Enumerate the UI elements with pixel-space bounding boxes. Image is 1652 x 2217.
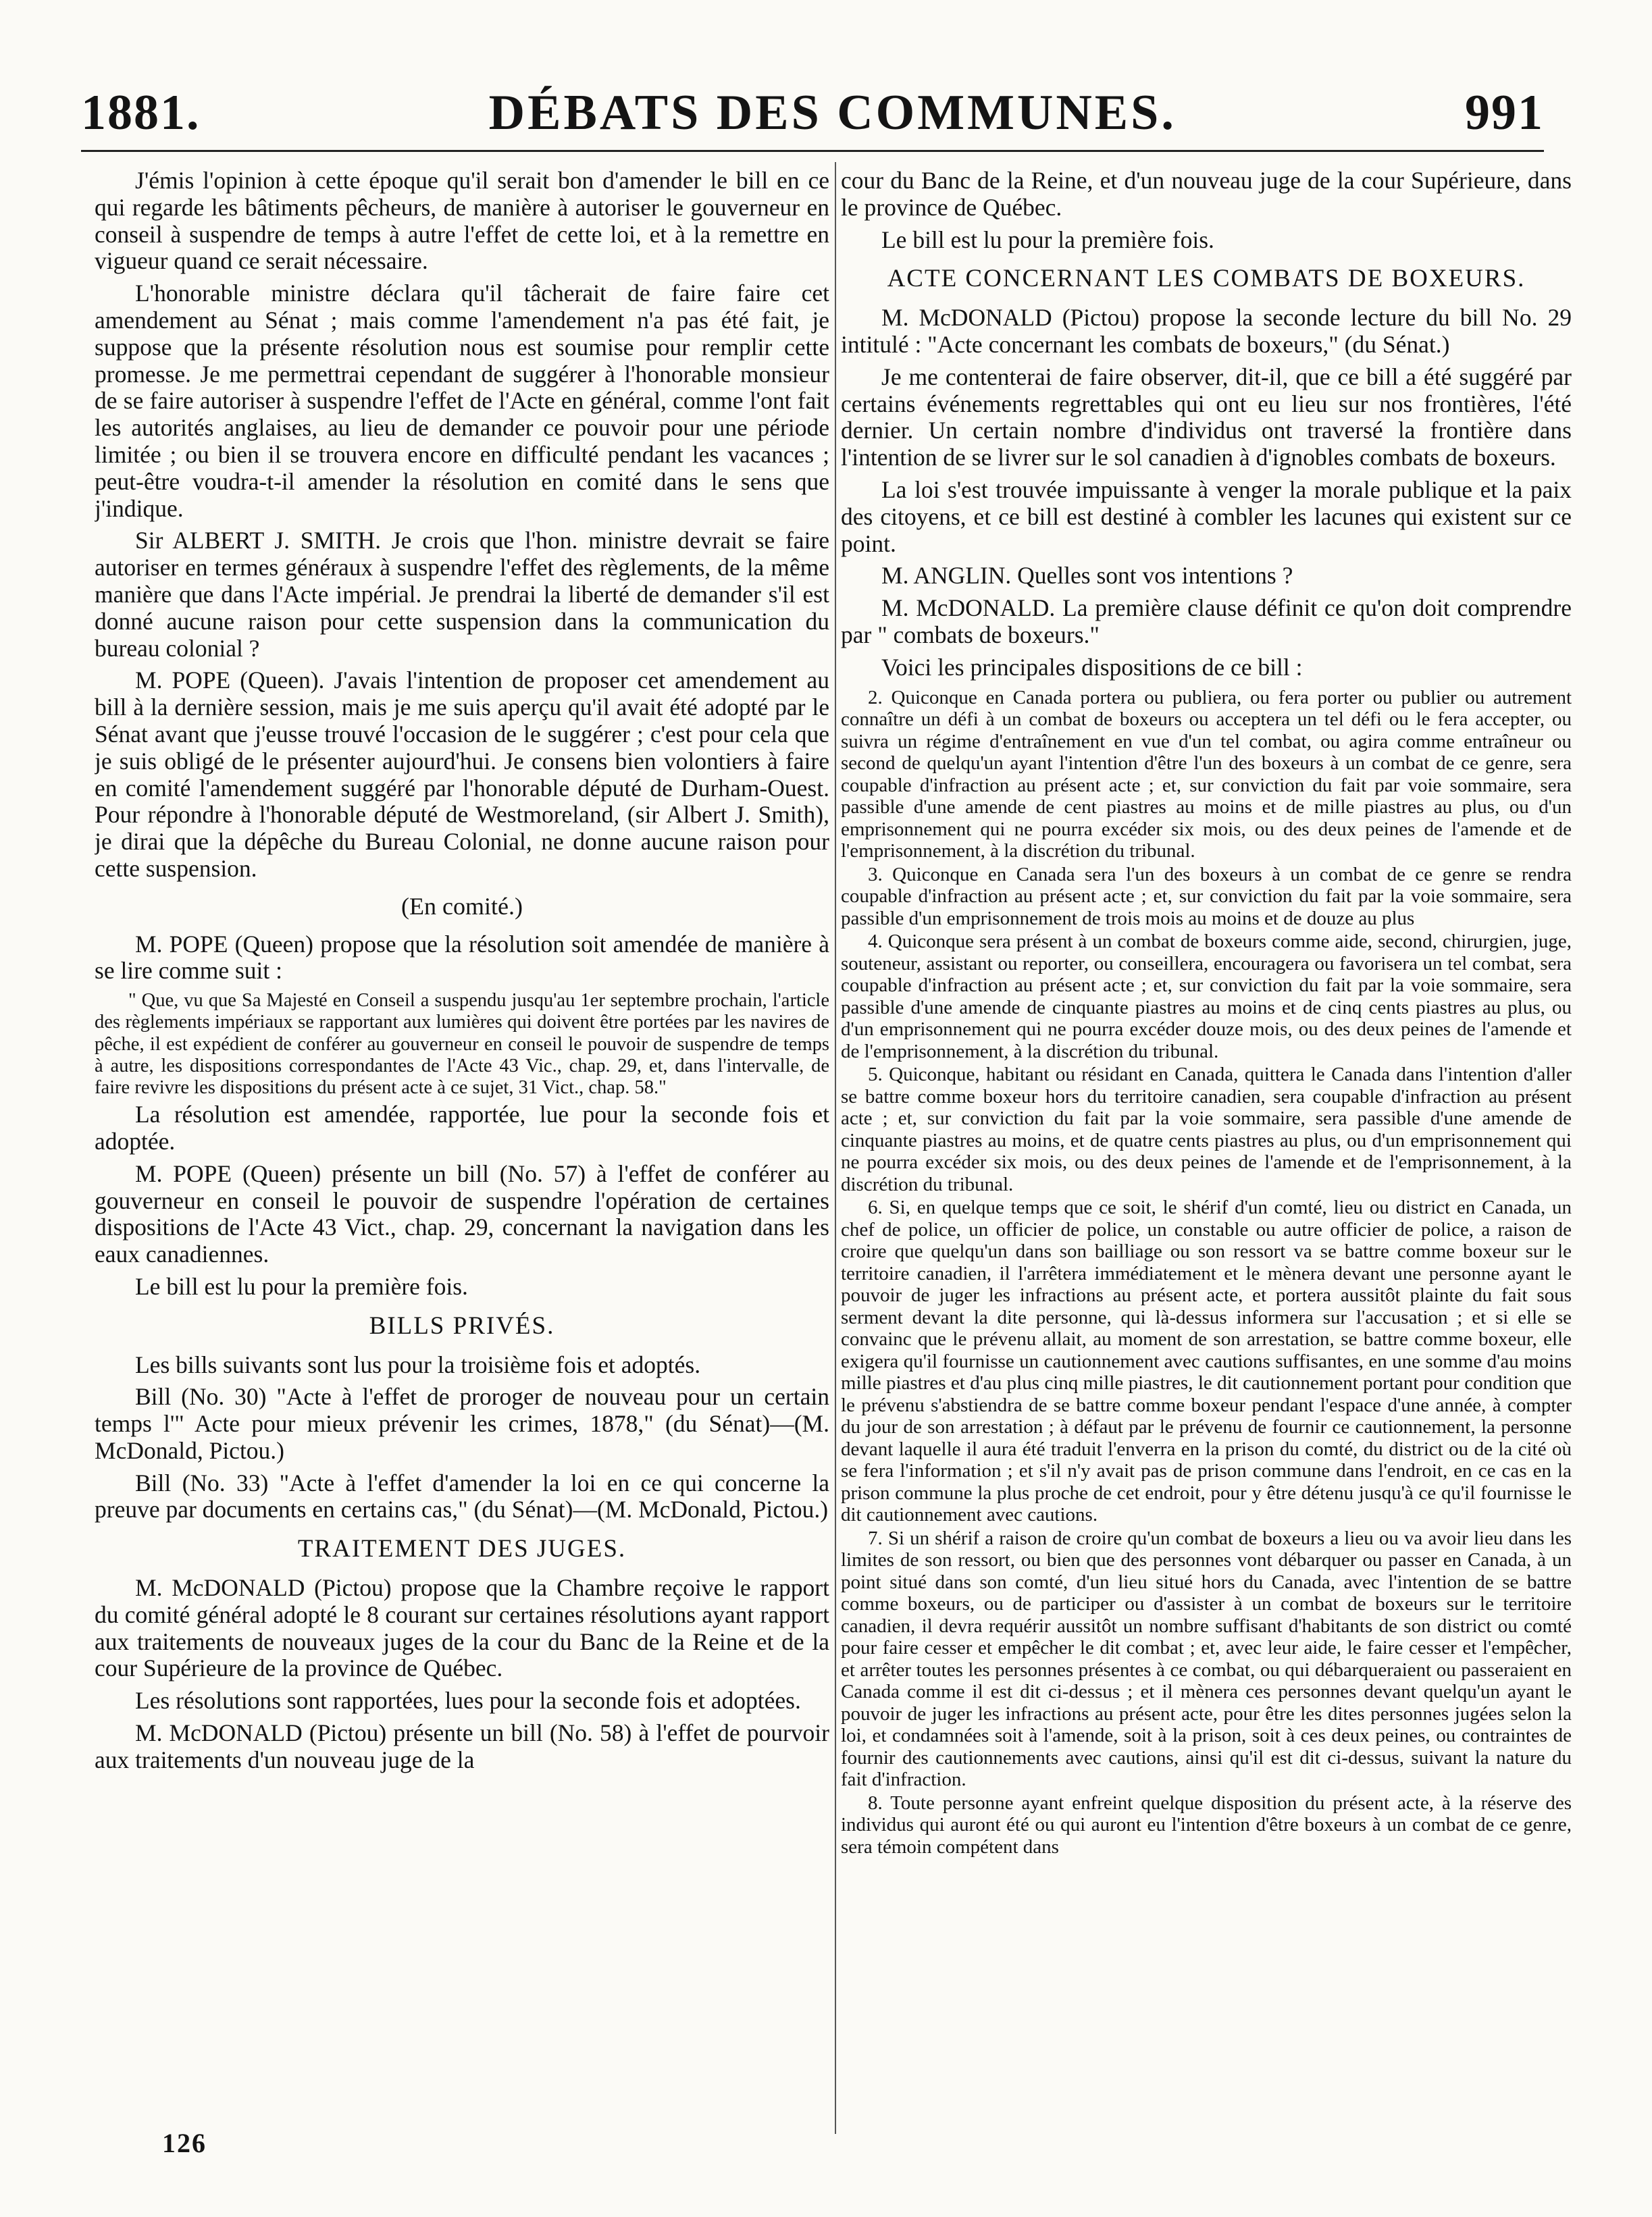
paragraph: Je me contenterai de faire observer, dit-il, que ce bill a été suggéré par certains événements regrettables qui ont eu lieu sur nos frontières, l'été dernier. Un certain nombre d'individus ont traversé la frontière dans l'intention de se livrer sur le sol canadien à d'ignobles combats de boxeurs.	[841, 363, 1572, 471]
header-year: 1881.	[81, 84, 201, 140]
bill-clause: 3. Quiconque en Canada sera l'un des boxeurs à un combat de ce genre se rendra coupable d'infraction au présent acte ; et, sur conviction du fait par la voie sommaire, sera passible d'un emprisonnement de trois mois au moins et de douze au plus	[841, 863, 1572, 929]
paragraph: L'honorable ministre déclara qu'il tâcherait de faire faire cet amendement au Sénat ; mais comme l'amendement n'a pas été fait, je suppose que la présente résolution nous est soumise pour remplir cette promesse. Je me permettrai cependant de suggérer à l'honorable monsieur de se faire autoriser à suspendre l'effet de l'Acte en général, comme l'ont fait les autorités anglaises, au lieu de demander ce pouvoir pour une période limitée ; ou bien il se trouvera encore en difficulté pendant les vacances ; peut-être voudra-t-il amender la résolution en comité dans le sens que j'indique.	[95, 280, 829, 522]
paragraph: M. POPE (Queen) présente un bill (No. 57) à l'effet de conférer au gouverneur en conseil le pouvoir de suspendre l'opération de certaines dispositions de l'Acte 43 Vict., chap. 29, concernant la navigation dans les eaux canadiennes.	[95, 1159, 829, 1268]
paragraph: M. ANGLIN. Quelles sont vos intentions ?	[881, 562, 1293, 590]
paragraph: J'émis l'opinion à cette époque qu'il serait bon d'amender le bill en ce qui regarde les bâtiments pêcheurs, de manière à autoriser le gouverneur en conseil à suspendre de temps à autre l'effet de cette loi, et à la remettre en vigueur quand ce serait nécessaire.	[95, 167, 829, 275]
paragraph: M. POPE (Queen). J'avais l'intention de proposer cet amendement au bill à la dernière session, mais je me suis aperçu qu'il avait été adopté par le Sénat avant que j'eusse trouvé l'occasion de le suggérer ; c'est pour cela que je suis obligé de le présenter aujourd'hui. Je consens bien volontiers à faire en comité l'amendement suggéré par l'honorable député de Durham-Ouest. Pour répondre à l'honorable député de Westmoreland, (sir Albert J. Smith), je dirai que la dépêche du Bureau Colonial, ne donne aucune raison pour cette suspension.	[95, 667, 829, 882]
paragraph: M. McDONALD (Pictou) propose la seconde lecture du bill No. 29 intitulé : "Acte concernant les combats de boxeurs," (du Sénat.)	[841, 304, 1572, 358]
paragraph: Sir ALBERT J. SMITH. Je crois que l'hon. ministre devrait se faire autoriser en termes généraux à suspendre l'effet des règlements, de la même manière que dans l'Acte impérial. Je prendrai la liberté de demander s'il est donné aucune raison pour cette suspension dans la communication du bureau colonial ?	[95, 527, 829, 662]
quoted-resolution: " Que, vu que Sa Majesté en Conseil a suspendu jusqu'au 1er septembre prochain, l'article des règlements impériaux se rapportant aux lumières qui doivent être portées par les navires de pêche, il est expédient de conférer au gouverneur en conseil le pouvoir de suspendre de temps à autre, les dispositions correspondantes de l'Acte 43 Vic., chap. 29, et, dans l'intervalle, de faire revivre les dispositions du présent acte à ce sujet, 31 Vict., chap. 58."	[95, 990, 829, 1098]
header-page-number: 991	[1465, 84, 1544, 140]
section-heading: ACTE CONCERNANT LES COMBATS DE BOXEURS.	[887, 265, 1526, 293]
section-heading: TRAITEMENT DES JUGES.	[297, 1535, 627, 1563]
paragraph: La loi s'est trouvée impuissante à venger la morale publique et la paix des citoyens, et ce bill est destiné à combler les lacunes qui existent sur ce point.	[841, 475, 1572, 557]
bill-clause: 2. Quiconque en Canada portera ou publiera, ou fera porter ou publier ou autrement connaître un défi à un combat de boxeurs ou acceptera un tel défi ou le fera accepter, ou suivra un régime d'entraînement en vue d'un tel combat, ou agira comme entraîneur ou second de quelqu'un ayant l'intention d'être l'un des boxeurs à un combat de ce genre, sera coupable d'infraction au présent acte ; et, sur conviction du fait par voie sommaire, sera passible d'une amende de cent piastres au moins et de mille piastres au plus, ou d'un emprisonnement qui ne pourra excéder six mois, ou des deux peines de l'amende et de l'emprisonnement, à la discrétion du tribunal.	[841, 686, 1572, 862]
paragraph: M. POPE (Queen) propose que la résolution soit amendée de manière à se lire comme suit :	[95, 930, 829, 985]
paragraph: Les bills suivants sont lus pour la troisième fois et adoptés.	[135, 1351, 701, 1378]
paragraph: Bill (No. 30) "Acte à l'effet de proroger de nouveau pour un certain temps l'" Acte pour mieux prévenir les crimes, 1878," (du Sénat)—(M. McDonald, Pictou.)	[95, 1383, 829, 1464]
section-subheading: (En comité.)	[401, 892, 523, 920]
header-title: DÉBATS DES COMMUNES.	[488, 84, 1177, 140]
paragraph: cour du Banc de la Reine, et d'un nouveau juge de la cour Supérieure, dans le province de Québec.	[841, 167, 1572, 221]
paragraph: M. McDONALD (Pictou) présente un bill (No. 58) à l'effet de pourvoir aux traitements d'un nouveau juge de la	[95, 1719, 829, 1773]
paragraph: Le bill est lu pour la première fois.	[881, 226, 1214, 253]
column-divider	[835, 162, 836, 2134]
paragraph: La résolution est amendée, rapportée, lue pour la seconde fois et adoptée.	[95, 1101, 829, 1155]
paragraph: M. McDONALD. La première clause définit ce qu'on doit comprendre par " combats de boxeurs."	[841, 594, 1572, 648]
signature-mark: 126	[162, 2128, 207, 2158]
page-header	[81, 76, 1544, 152]
bill-clause: 7. Si un shérif a raison de croire qu'un combat de boxeurs a lieu ou va avoir lieu dans les limites de son ressort, ou bien que des personnes vont débarquer ou passer en Canada, à un point situé dans son comté, d'un lieu situé hors du Canada, avec l'intention de se battre comme boxeurs, ou de participer ou d'assister à un combat de boxeurs sur le territoire canadien, il devra requérir aussitôt un nombre suffisant d'habitants de son district ou comté pour faire cesser et empêcher le dit combat ; et, avec leur aide, le faire cesser et l'empêcher, et arrêter toutes les personnes présentes à ce combat, ou qui débarqueraient ou passeraient en Canada comme il est dit ci-dessus ; et il mènera ces personnes devant quelqu'un ayant le pouvoir de juger les infractions au présent acte, pour être les dites personnes jugées selon la loi, et condamnées soit à l'amende, soit à la prison, soit à ces deux peines, ou contraintes de fournir des cautionnements avec cautions, ainsi qu'il est dit ci-dessus, suivant la nature du fait d'infraction.	[841, 1527, 1572, 1791]
paragraph: Bill (No. 33) "Acte à l'effet d'amender la loi en ce qui concerne la preuve par documents en certains cas," (du Sénat)—(M. McDonald, Pictou.)	[95, 1469, 829, 1523]
paragraph: M. McDONALD (Pictou) propose que la Chambre reçoive le rapport du comité général adopté le 8 courant sur certaines résolutions ayant rapport aux traitements de nouveaux juges de la cour du Banc de la Reine et de la cour Supérieure de la province de Québec.	[95, 1574, 829, 1682]
right-column	[841, 167, 1572, 2126]
section-heading: BILLS PRIVÉS.	[369, 1311, 555, 1340]
bill-clause: 4. Quiconque sera présent à un combat de boxeurs comme aide, second, chirurgien, juge, souteneur, assistant ou reporter, ou conseillera, encouragera ou favorisera un tel combat, sera coupable d'infraction au présent acte ; et, sur conviction du fait par la voie sommaire, sera passible d'une amende de cinquante piastres au moins et de cinq cents piastres au plus, ou d'un emprisonnement qui ne pourra excéder douze mois, ou des deux peines de l'amende et de l'emprisonnement, à la discrétion du tribunal.	[841, 931, 1572, 1062]
bill-clause: 5. Quiconque, habitant ou résidant en Canada, quittera le Canada dans l'intention d'aller se battre comme boxeur hors du territoire canadien, sera coupable d'infraction au présent acte ; et, sur conviction du fait par la voie sommaire, sera passible d'une amende de cinquante piastres au moins, et de quatre cents piastres au plus, ou d'un emprisonnement qui ne pourra excéder six mois, ou des deux peines de l'amende et de l'emprisonnement, à la discrétion du tribunal.	[841, 1064, 1572, 1195]
paragraph: Les résolutions sont rapportées, lues pour la seconde fois et adoptées.	[135, 1687, 801, 1715]
paragraph: Le bill est lu pour la première fois.	[135, 1272, 468, 1300]
bill-clause: 6. Si, en quelque temps que ce soit, le shérif d'un comté, lieu ou district en Canada, un chef de police, un officier de police, un constable ou autre officier de police, a raison de croire que quelqu'un dans son bailliage ou son ressort va se battre comme boxeur sur le territoire canadien, il l'arrêtera immédiatement et le mènera devant une personne ayant le pouvoir de juger les infractions au présent acte, et portera aussitôt plainte du fait sous serment devant la dite personne, qui là-dessus informera sur l'accusation ; et si elle se convainc que le prévenu allait, au moment de son arrestation, se battre comme boxeur, elle exigera qu'il fournisse un cautionnement avec cautions suffisantes, en une somme d'au moins mille piastres et d'au plus cinq mille piastres, le dit cautionnement portant pour condition que le prévenu s'abstiendra de se battre comme boxeur pendant l'espace d'une année, à compter du jour de son arrestation ; à défaut par le prévenu de fournir ce cautionnement, la personne devant laquelle il aura été traduit l'enverra en la prison du comté, du district ou de la cité où se fera l'information ; et s'il n'y avait pas de prison commune dans l'endroit, en ce cas en la prison commune la plus proche de cet endroit, pour y être détenu jusqu'à ce qu'il fournisse le dit cautionnement avec cautions.	[841, 1197, 1572, 1526]
bill-clause: 8. Toute personne ayant enfreint quelque disposition du présent acte, à la réserve des individus qui auront été ou qui auront eu l'intention d'être boxeurs à un combat de ce genre, sera témoin compétent dans	[841, 1792, 1572, 1858]
left-column	[95, 167, 829, 2126]
paragraph: Voici les principales dispositions de ce bill :	[881, 653, 1303, 681]
